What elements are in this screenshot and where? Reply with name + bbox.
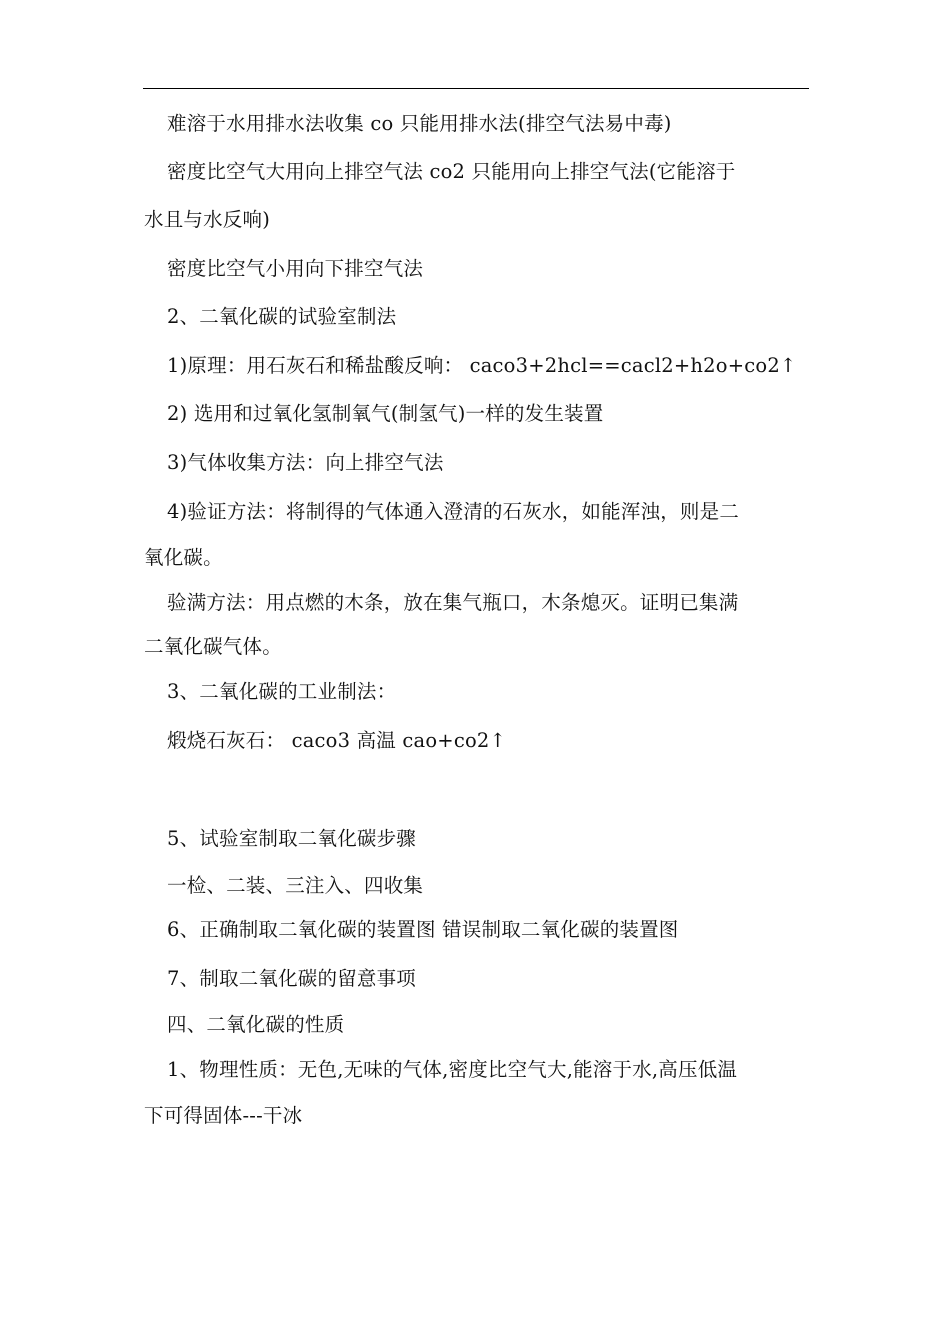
text-line-6: 1)原理：用石灰石和稀盐酸反响： caco3+2hcl==cacl2+h2o+co2↑	[167, 354, 797, 377]
text-line-8: 3)气体收集方法：向上排空气法	[167, 451, 444, 474]
text-line-10: 氧化碳。	[144, 546, 223, 569]
section-heading-four: 四、二氧化碳的性质	[167, 1013, 345, 1036]
section-heading-6: 6、正确制取二氧化碳的装置图 错误制取二氧化碳的装置图	[167, 918, 679, 941]
section-heading-3: 3、二氧化碳的工业制法：	[167, 680, 397, 703]
section-heading-7: 7、制取二氧化碳的留意事项	[167, 967, 417, 990]
section-heading-2: 2、二氧化碳的试验室制法	[167, 305, 397, 328]
text-line-7: 2) 选用和过氧化氢制氧气(制氢气)一样的发生装置	[167, 402, 604, 425]
text-line-3: 水且与水反响)	[144, 208, 271, 231]
text-line-2: 密度比空气大用向上排空气法 co2 只能用向上排空气法(它能溶于	[167, 160, 736, 183]
text-line-9: 4)验证方法：将制得的气体通入澄清的石灰水，如能浑浊，则是二	[167, 500, 740, 523]
text-line-4: 密度比空气小用向下排空气法	[167, 257, 424, 280]
text-line-12: 二氧化碳气体。	[144, 635, 282, 658]
text-line-14: 煅烧石灰石： caco3 高温 cao+co2↑	[167, 729, 507, 752]
text-line-1: 难溶于水用排水法收集 co 只能用排水法(排空气法易中毒)	[167, 112, 672, 135]
text-line-11: 验满方法：用点燃的木条，放在集气瓶口，木条熄灭。证明已集满	[167, 591, 739, 614]
text-line-21: 下可得固体---干冰	[144, 1104, 303, 1127]
text-line-16: 一检、二装、三注入、四收集	[167, 874, 424, 897]
section-heading-5: 5、试验室制取二氧化碳步骤	[167, 827, 417, 850]
text-line-20: 1、物理性质：无色,无味的气体,密度比空气大,能溶于水,高压低温	[167, 1058, 738, 1081]
header-rule	[143, 88, 809, 89]
